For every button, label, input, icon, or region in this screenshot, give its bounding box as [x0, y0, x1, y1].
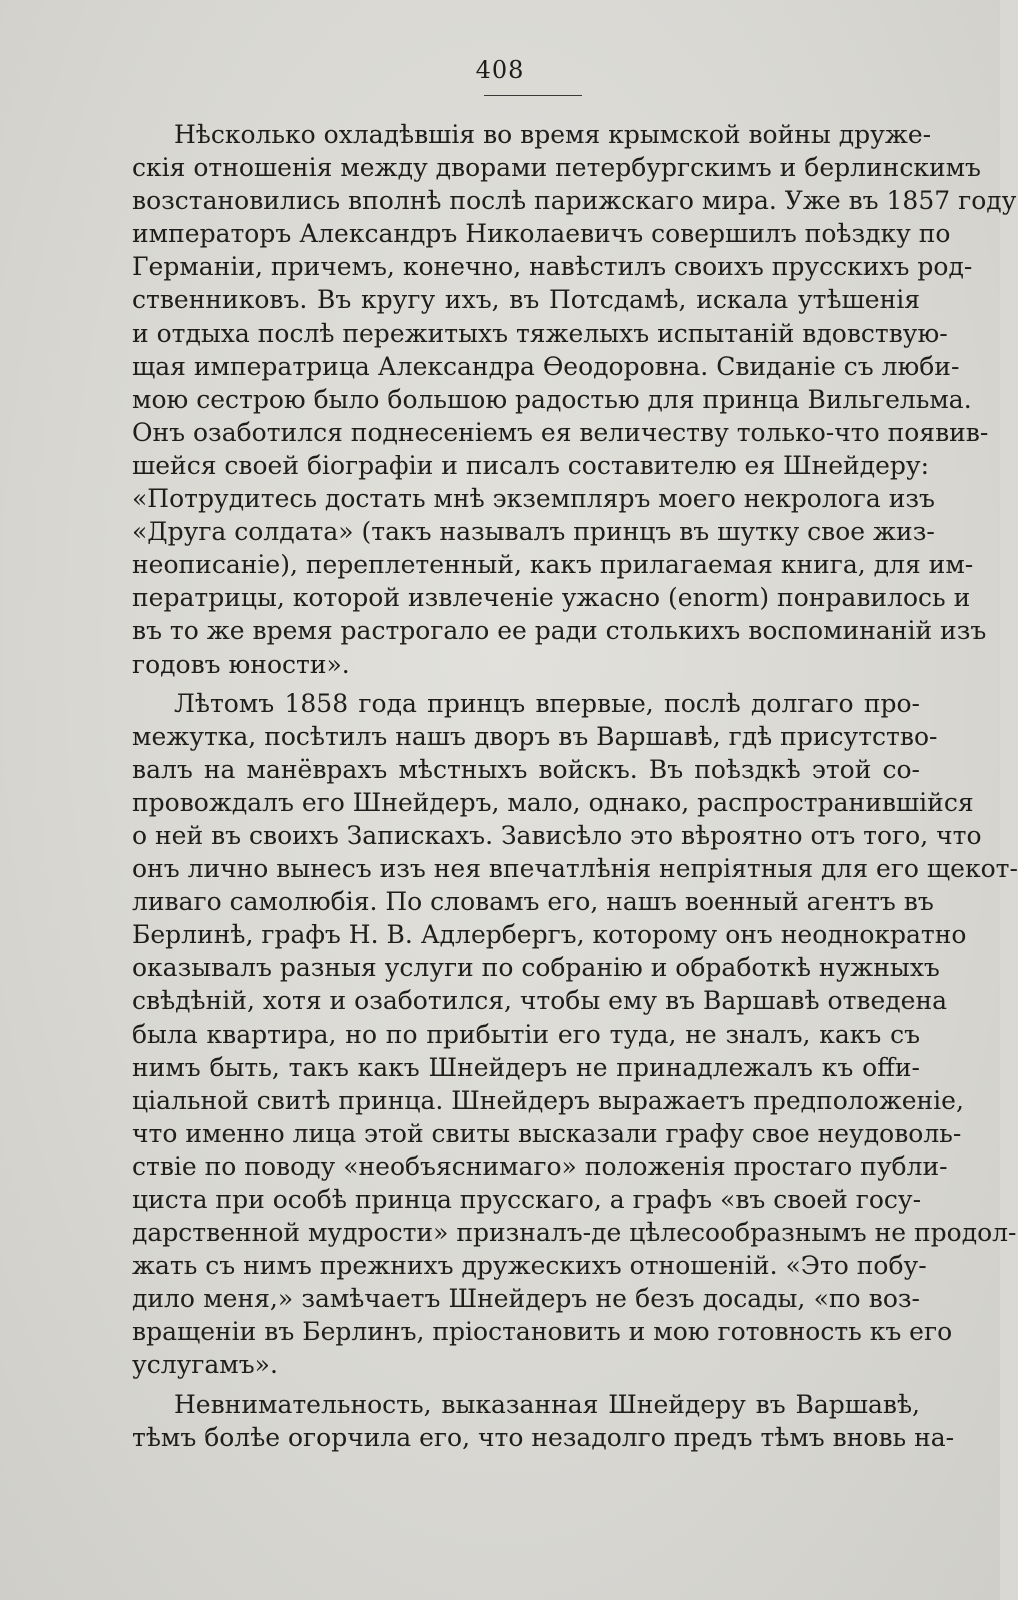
text-line: скія отношенія между дворами петербургскимъ и берлинскимъ [132, 153, 981, 183]
page-number: 408 [475, 56, 525, 84]
body-text [132, 118, 1018, 1454]
text-line: мою сестрою было большою радостью для принца Вильгельма. [132, 384, 972, 414]
text-line: вращеніи въ Берлинъ, пріостановить и мою готовность къ его [132, 1317, 953, 1347]
text-line: неописаніе), переплетенный, какъ прилагаемая книга, для им- [132, 550, 974, 580]
text-line: что именно лица этой свиты высказали графу свое неудоволь- [132, 1118, 962, 1148]
text-line: Берлинѣ, графъ Н. В. Адлербергъ, которому онъ неоднократно [132, 920, 967, 950]
text-line: свѣдѣній, хотя и озаботился, чтобы ему въ Варшавѣ отведена [132, 986, 948, 1016]
text-line: императоръ Александръ Николаевичъ совершилъ поѣздку по [132, 219, 951, 249]
text-line: Германіи, причемъ, конечно, навѣстилъ своихъ прусскихъ род- [132, 252, 973, 282]
text-line: дило меня,» замѣчаетъ Шнейдеръ не безъ досады, «по воз- [132, 1284, 920, 1314]
text-line: возстановились вполнѣ послѣ парижскаго мира. Уже въ 1857 году [132, 186, 1017, 216]
text-line: провождалъ его Шнейдеръ, мало, однако, распространившійся [132, 787, 974, 817]
text-line: услугамъ». [132, 1350, 278, 1380]
text-line: Онъ озаботился поднесеніемъ ея величеству только-что появив- [132, 417, 989, 447]
text-line: тѣмъ болѣе огорчила его, что незадолго предъ тѣмъ вновь на- [132, 1422, 955, 1452]
text-line: была квартира, но по прибытіи его туда, не зналъ, какъ съ [132, 1019, 920, 1049]
text-line: ствіе по поводу «необъяснимаго» положенія простаго публи- [132, 1151, 948, 1181]
page-number-rule [484, 95, 582, 96]
text-line: нимъ быть, такъ какъ Шнейдеръ не принадлежалъ къ offи- [132, 1052, 920, 1082]
text-line: Невнимательность, выказанная Шнейдеру въ Варшавѣ, [174, 1389, 920, 1419]
text-line: ливаго самолюбія. По словамъ его, нашъ военный агентъ въ [132, 887, 934, 917]
text-line: «Друга солдата» (такъ называлъ принцъ въ шутку свое жиз- [132, 517, 935, 547]
text-line: щая императрица Александра Ѳеодоровна. Свиданіе съ люби- [132, 351, 960, 381]
text-line: ственниковъ. Въ кругу ихъ, въ Потсдамѣ, искала утѣшенія [132, 285, 920, 315]
text-line: ператрицы, которой извлеченіе ужасно (enorm) понравилось и [132, 583, 971, 613]
text-line: о ней въ своихъ Запискахъ. Зависѣло это вѣроятно отъ того, что [132, 820, 982, 850]
text-line: межутка, посѣтилъ нашъ дворъ въ Варшавѣ, гдѣ присутство- [132, 721, 938, 751]
text-line: Лѣтомъ 1858 года принцъ впервые, послѣ долгаго про- [174, 688, 920, 718]
text-line: и отдыха послѣ пережитыхъ тяжелыхъ испытаній вдовствую- [132, 318, 948, 348]
text-line: оказывалъ разныя услуги по собранію и обработкѣ нужныхъ [132, 953, 940, 983]
text-line: циста при особѣ принца прусскаго, а графъ «въ своей госу- [132, 1185, 922, 1214]
text-line: дарственной мудрости» призналъ-де цѣлесообразнымъ не продол- [132, 1218, 1017, 1248]
paragraph-3 [132, 1388, 955, 1454]
paragraph-1 [132, 118, 1017, 681]
text-line: ціальной свитѣ принца. Шнейдеръ выражаетъ предположеніе, [132, 1085, 964, 1115]
text-line: онъ лично вынесъ изъ нея впечатлѣнія непріятныя для его щекот- [132, 854, 1018, 884]
text-line: «Потрудитесь достать мнѣ экземпляръ моего некролога изъ [132, 484, 935, 514]
text-line: Нѣсколько охладѣвшія во время крымской войны друже- [174, 120, 932, 149]
text-line: въ то же время растрогало ее ради столькихъ воспоминаній изъ [132, 616, 987, 646]
text-line: валъ на манёврахъ мѣстныхъ войскъ. Въ поѣздкѣ этой со- [132, 754, 920, 784]
text-line: жать съ нимъ прежнихъ дружескихъ отношеній. «Это побу- [132, 1251, 927, 1281]
paragraph-2 [132, 687, 1018, 1382]
text-line: шейся своей біографіи и писалъ составителю ея Шнейдеру: [132, 450, 930, 480]
text-line: годовъ юности». [132, 649, 350, 679]
